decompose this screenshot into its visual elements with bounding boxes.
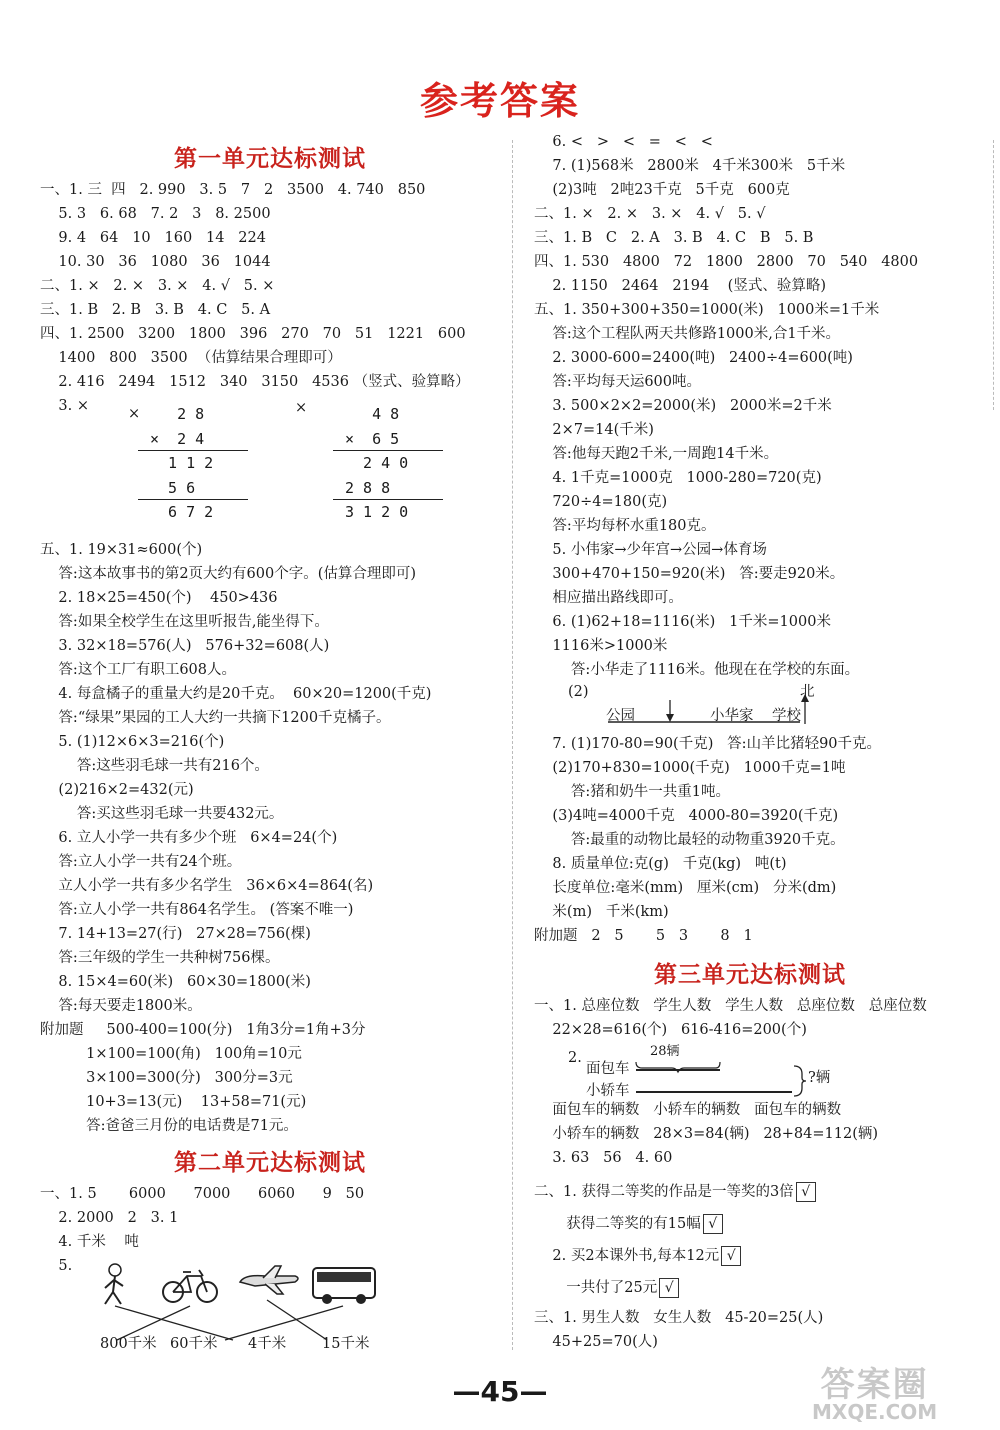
judgement-item	[534, 1208, 816, 1240]
answer-line: 答:最重的动物比最轻的动物重3920千克。	[534, 832, 845, 848]
segment-diagram	[632, 1052, 810, 1100]
multiplication-row: 2 8	[150, 405, 205, 423]
answer-line: 答:每天要走1800米。	[40, 998, 202, 1014]
answer-line: 五、1. 350+300+350=1000(米) 1000米=1千米	[534, 302, 880, 318]
answer-line: 5. (1)12×6×3=216(个)	[40, 734, 225, 750]
answer-line: (2)216×2=432(元)	[40, 782, 194, 798]
unit1-answers-b	[40, 538, 431, 1138]
answer-line: (2)170+830=1000(千克) 1000千克=1吨	[534, 760, 846, 776]
airplane-icon	[240, 1266, 298, 1294]
answer-line: 7. (1)170-80=90(千克) 答:山羊比猪轻90千克。	[534, 736, 882, 752]
multiplication-row: × 6 5	[345, 429, 400, 448]
answer-line: 一、1. 5 6000 7000 6060 9 50	[40, 1186, 365, 1202]
distance-label-1: 800千米	[100, 1336, 157, 1352]
answer-line: 2. 2000 2 3. 1	[40, 1210, 179, 1226]
multiplication-row: 4 8	[345, 405, 400, 423]
answer-line: 四、1. 530 4800 72 1800 2800 70 540 4800	[534, 254, 919, 270]
answer-line: 答:“绿果”果园的工人大约一共摘下1200千克橘子。	[40, 710, 391, 726]
vertical-multiplication-1	[150, 402, 213, 525]
answer-line: 6. 立人小学一共有多少个班 6×4=24(个)	[40, 830, 338, 846]
answer-line: 4. 1千克=1000克 1000-280=720(克)	[534, 470, 822, 486]
unit2-answers-right-a	[534, 130, 918, 682]
answer-line: 3×100=300(分) 300分=3元	[40, 1070, 293, 1086]
answer-line: 答:他每天跑2千米,一周跑14千米。	[534, 446, 779, 462]
answer-line: (2)3吨 2吨23千克 5千克 600克	[534, 182, 790, 198]
page-edge-line	[993, 140, 994, 410]
judgement-text: 买2本课外书,每本12元	[570, 1248, 720, 1264]
unit3-answers-a	[534, 994, 927, 1042]
judgement-item	[534, 1272, 816, 1304]
unit3-heading: 第三单元达标测试	[654, 962, 846, 988]
diagram-row2-label: 小轿车	[586, 1083, 630, 1099]
unit1-answers-a	[40, 178, 470, 418]
answer-line: 相应描出路线即可。	[534, 590, 683, 606]
answer-line: 三、1. B 2. B 3. B 4. C 5. A	[40, 302, 271, 318]
answer-line: 答:这本故事书的第2页大约有600个字。(估算合理即可)	[40, 566, 417, 582]
answer-line: 3. 63 56 4. 60	[534, 1150, 673, 1166]
answer-line: 5.	[40, 1258, 73, 1274]
answer-line: 3. 500×2×2=2000(米) 2000米=2千米	[534, 398, 832, 414]
answer-line: 720÷4=180(克)	[534, 494, 668, 510]
multiplication-row: 5 6	[150, 478, 196, 497]
answer-line: 22×28=616(个) 616-416=200(个)	[534, 1022, 807, 1038]
answer-line: 1×100=100(角) 100角=10元	[40, 1046, 302, 1062]
diagram-top-label: 28辆	[650, 1044, 680, 1059]
distance-label-4: 15千米	[322, 1336, 370, 1352]
answer-line: 2×7=14(千米)	[534, 422, 654, 438]
answer-line: 答:立人小学一共有24个班。	[40, 854, 242, 870]
answer-line: 1116米>1000米	[534, 638, 668, 654]
answer-line: 立人小学一共有多少名学生 36×6×4=864(名)	[40, 878, 374, 894]
mult-mark-3: ×	[295, 400, 308, 416]
answer-line: 四、1. 2500 3200 1800 396 270 70 51 1221 600	[40, 326, 466, 342]
vertical-multiplication-2	[345, 402, 408, 525]
judgement-prefix	[534, 1280, 566, 1296]
answer-line: 2. 1150 2464 2194 (竖式、验算略)	[534, 278, 826, 294]
judgement-prefix: 2.	[534, 1248, 571, 1264]
answer-line: 答:平均每天运600吨。	[534, 374, 701, 390]
answer-line: 3. 32×18=576(人) 576+32=608(人)	[40, 638, 330, 654]
answer-line: 二、1. × 2. × 3. × 4. √ 5. √	[534, 206, 766, 222]
map-label-park: 公园	[606, 708, 635, 724]
answer-line: 答:这个工厂有职工608人。	[40, 662, 236, 678]
unit3-answers-b	[534, 1098, 878, 1170]
map-label-school: 学校	[772, 708, 801, 724]
check-box: √	[659, 1278, 679, 1298]
answer-line: 附加题 2 5 5 3 8 1	[534, 928, 753, 944]
unit2-heading: 第二单元达标测试	[174, 1150, 366, 1176]
answer-line: 一、1. 三 四 2. 990 3. 5 7 2 3500 4. 740 850	[40, 182, 426, 198]
answer-line: 答:这个工程队两天共修路1000米,合1千米。	[534, 326, 841, 342]
unit3-judgements	[534, 1176, 816, 1304]
answer-line: 2. 18×25=450(个) 450>436	[40, 590, 278, 606]
answer-line: 8. 质量单位:克(g) 千克(kg) 吨(t)	[534, 856, 787, 872]
multiplication-row: 3 1 2 0	[345, 503, 409, 521]
answer-line: 8. 15×4=60(米) 60×30=1800(米)	[40, 974, 311, 990]
map-question-label: (2)	[568, 684, 589, 700]
answer-line: 4. 每盒橘子的重量大约是20千克。 60×20=1200(千克)	[40, 686, 432, 702]
distance-label-3: 4千米	[248, 1336, 287, 1352]
distance-label-2: 60千米	[170, 1336, 218, 1352]
page-title: 参考答案	[419, 79, 580, 123]
answer-line: 答:小华走了1116米。他现在在学校的东面。	[534, 662, 860, 678]
answer-line: 附加题 500-400=100(分) 1角3分=1角+3分	[40, 1022, 366, 1038]
bus-icon	[313, 1268, 375, 1304]
check-box: √	[796, 1182, 816, 1202]
unit1-heading: 第一单元达标测试	[174, 146, 366, 172]
judgement-text: 获得二等奖的作品是一等奖的3倍	[581, 1184, 794, 1200]
answer-line: 7. (1)568米 2800米 4千米300米 5千米	[534, 158, 846, 174]
answer-line: 300+470+150=920(米) 答:要走920米。	[534, 566, 845, 582]
answer-line: (3)4吨=4000千克 4000-80=3920(千克)	[534, 808, 839, 824]
unit2-answers-right-b	[534, 732, 881, 948]
multiplication-row: 1 1 2	[150, 454, 214, 472]
multiplication-row: 2 8 8	[345, 478, 391, 497]
answer-line: 10+3=13(元) 13+58=71(元)	[40, 1094, 307, 1110]
answer-line: 三、1. 男生人数 女生人数 45-20=25(人)	[534, 1310, 824, 1326]
answer-line: 45+25=70(人)	[534, 1334, 658, 1350]
answer-line: 答:平均每杯水重180克。	[534, 518, 716, 534]
answer-line: 答:立人小学一共有864名学生。 (答案不唯一)	[40, 902, 354, 918]
answer-line: 2. 3000-600=2400(吨) 2400÷4=600(吨)	[534, 350, 853, 366]
watermark-text: 答案圈	[820, 1365, 929, 1405]
answer-line: 答:三年级的学生一共种树756棵。	[40, 950, 280, 966]
answer-line: 小轿车的辆数 28×3=84(辆) 28+84=112(辆)	[534, 1126, 879, 1142]
multiplication-row: × 2 4	[150, 429, 205, 448]
answer-line: 1400 800 3500 （估算结果合理即可）	[40, 350, 342, 366]
mult-mark-2: ×	[128, 406, 141, 422]
answer-line: 一、1. 总座位数 学生人数 学生人数 总座位数 总座位数	[534, 998, 927, 1014]
judgement-item	[534, 1240, 816, 1272]
judgement-item	[534, 1176, 816, 1208]
answer-line: 米(m) 千米(km)	[534, 904, 669, 920]
judgement-prefix: 二、1.	[534, 1184, 582, 1200]
answer-line: 6. < > < = < <	[534, 134, 713, 150]
answer-line: 答:爸爸三月份的电话费是71元。	[40, 1118, 298, 1134]
answer-line: 4. 千米 吨	[40, 1234, 139, 1250]
answer-line: 5. 小伟家→少年宫→公园→体育场	[534, 542, 767, 558]
judgement-prefix	[534, 1216, 566, 1232]
answer-line: 9. 4 64 10 160 14 224	[40, 230, 266, 246]
page-number: —45—	[452, 1375, 548, 1408]
check-box: √	[721, 1246, 741, 1266]
judgement-text: 一共付了25元	[566, 1280, 658, 1296]
answer-line: 答:这些羽毛球一共有216个。	[40, 758, 269, 774]
map-label-north: 北	[800, 684, 815, 700]
diagram-question: ?辆	[808, 1070, 831, 1086]
watermark-logo	[812, 1365, 938, 1424]
bicycle-icon	[163, 1270, 217, 1302]
answer-line: 五、1. 19×31≈600(个)	[40, 542, 203, 558]
answer-line: 面包车的辆数 小轿车的辆数 面包车的辆数	[534, 1102, 842, 1118]
map-label-home: 小华家	[710, 708, 754, 724]
answer-line: 3. ×	[40, 398, 90, 414]
answer-line: 6. (1)62+18=1116(米) 1千米=1000米	[534, 614, 831, 630]
watermark-url: MXQE.COM	[812, 1400, 938, 1424]
answer-line: 三、1. B C 2. A 3. B 4. C B 5. B	[534, 230, 814, 246]
multiplication-row: 6 7 2	[150, 503, 214, 521]
diagram-row1-label: 面包车	[586, 1061, 630, 1077]
unit3-answers-c	[534, 1306, 823, 1354]
multiplication-row: 2 4 0	[345, 454, 409, 472]
answer-line: 10. 30 36 1080 36 1044	[40, 254, 271, 270]
walking-person-icon	[105, 1264, 123, 1304]
answer-line: 答:买这些羽毛球一共要432元。	[40, 806, 284, 822]
answer-line: 7. 14+13=27(行) 27×28=756(棵)	[40, 926, 311, 942]
check-box: √	[703, 1214, 723, 1234]
answer-line: 二、1. × 2. × 3. × 4. √ 5. ×	[40, 278, 275, 294]
answer-line: 2. 416 2494 1512 340 3150 4536 （竖式、验算略）	[40, 374, 470, 390]
answer-line: 5. 3 6. 68 7. 2 3 8. 2500	[40, 206, 271, 222]
answer-line: 长度单位:毫米(mm) 厘米(cm) 分米(dm)	[534, 880, 837, 896]
judgement-text: 获得二等奖的有15幅	[566, 1216, 701, 1232]
answer-line: 答:如果全校学生在这里听报告,能坐得下。	[40, 614, 329, 630]
diagram-number: 2.	[568, 1050, 582, 1066]
column-divider	[512, 140, 513, 1350]
answer-line: 答:猪和奶牛一共重1吨。	[534, 784, 730, 800]
